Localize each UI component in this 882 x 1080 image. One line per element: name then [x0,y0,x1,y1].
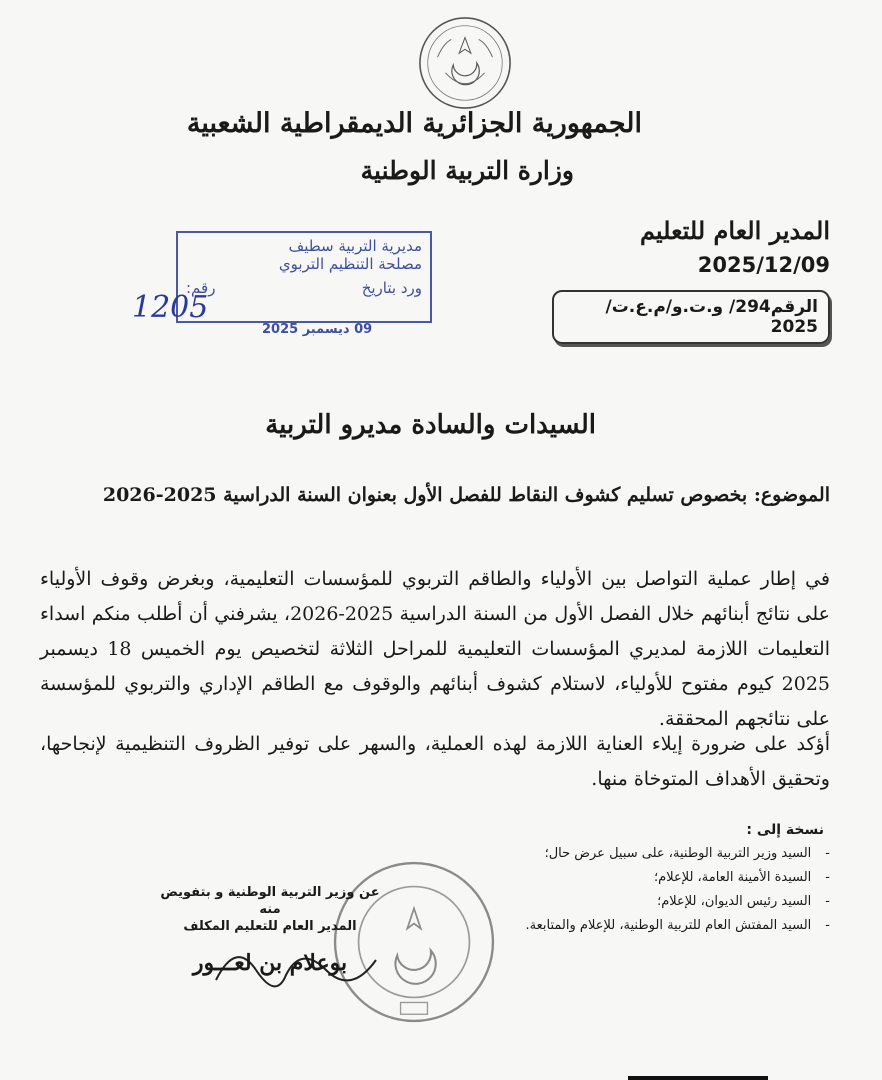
handwritten-number: 1205 [132,290,209,325]
copies-title: نسخة إلى : [746,822,824,838]
copy-recipient: - السيد المفتش العام للتربية الوطنية، للإعلام والمتابعة. [500,914,830,938]
stamp-date: 09 ديسمبر 2025 [262,322,373,337]
signer-title: المدير العام للتعليم المكلف [183,919,357,934]
addressee: السيدات والسادة مديرو التربية [265,410,596,440]
sender-title: المدير العام للتعليم [639,216,830,245]
republic-heading: الجمهورية الجزائرية الديمقراطية الشعبية [186,108,642,139]
delegation-line: عن وزير التربية الوطنية و بتفويض منه [160,885,380,917]
reception-stamp [176,231,432,323]
stamp-service: مصلحة التنظيم التربوي [278,255,422,273]
stamp-received-label: ورد بتاريخ [361,279,422,297]
body-paragraph-2: أؤكد على ضرورة إيلاء العناية اللازمة لهذه العملية، والسهر على توفير الظروف التنظيمية لإنجاحها، وتحقيق الأهداف المتوخاة منها. [40,733,830,790]
copy-recipient: - السيدة الأمينة العامة، للإعلام؛ [500,866,830,890]
stamp-number-label: رقم: [186,279,216,297]
document-date: 2025/12/09 [697,253,830,277]
ministry-heading: وزارة التربية الوطنية [360,156,574,185]
delegation-text [150,884,390,935]
reference-number-box [552,290,830,344]
copies-list [500,842,830,938]
reference-number: الرقم294/ و.ت.و/م.ع.ت/ 2025 [605,297,818,337]
corner-mark [628,1076,768,1080]
stamp-directorate: مديرية التربية سطيف [288,237,422,255]
body-paragraph-1: في إطار عملية التواصل بين الأولياء والطاقم التربوي للمؤسسات التعليمية، وبغرض وقوف الأولياء على نتائج أبنائهم خلال الفصل الأول من السنة الدراسية 2025-2026، يشرفني أن أطلب منكم اسداء التعليمات اللازمة لمديري المؤسسات التعليمية للمراحل الثلاثة لتخصيص يوم الخميس 18 ديسمبر 2025 كيوم مفتوح للأولياء، لاستلام كشوف أبنائهم والوقوف مع الطاقم الإداري والتربوي للمؤسسة على نتائجهم المحققة. [40,568,831,730]
copy-recipient: - السيد رئيس الديوان، للإعلام؛ [500,890,830,914]
copy-recipient: - السيد وزير التربية الوطنية، على سبيل عرض حال؛ [500,842,830,866]
algeria-emblem-icon [416,14,514,112]
subject-line: الموضوع: بخصوص تسليم كشوف النقاط للفصل الأول بعنوان السنة الدراسية 2025-2026 [102,484,830,506]
signer-name: بوعلام بن لعـــور [192,950,348,976]
